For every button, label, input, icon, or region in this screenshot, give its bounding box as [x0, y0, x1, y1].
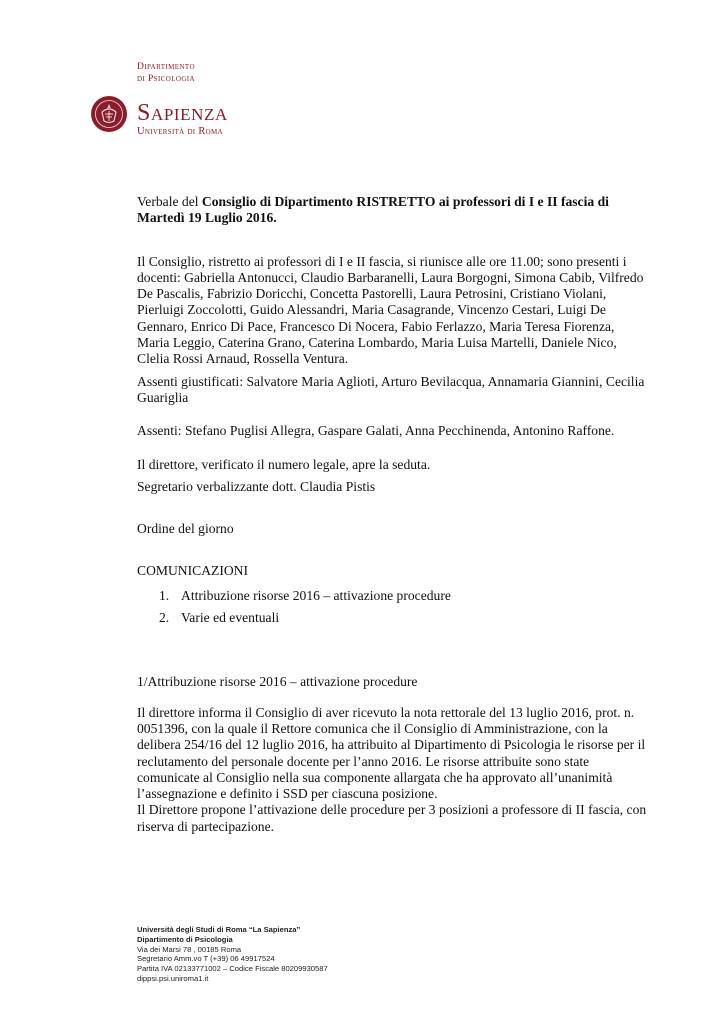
agenda-item [159, 610, 647, 626]
brand-subtitle: Università di Roma [137, 126, 223, 137]
segretario-paragraph: Segretario verbalizzante dott. Claudia Pistis [137, 478, 376, 494]
department-line-1: Dipartimento [137, 62, 195, 72]
agenda-heading: COMUNICAZIONI [137, 563, 249, 579]
letterhead-footer [137, 925, 328, 984]
footer-department: Dipartimento di Psicologia [137, 934, 233, 944]
agenda-item [159, 588, 647, 604]
sapienza-seal-icon [90, 95, 128, 138]
agenda-item-label: Varie ed eventuali [181, 610, 280, 626]
section-1-heading: 1/Attribuzione risorse 2016 – attivazione procedure [137, 674, 418, 690]
footer-tax-ids: Partita IVA 02133771002 – Codice Fiscale 80209930587 [137, 964, 328, 974]
title-bold: Consiglio di Dipartimento RISTRETTO ai professori di I e II fascia di Martedì 19 Luglio 2016. [137, 194, 609, 226]
assenti-paragraph: Assenti: Stefano Puglisi Allegra, Gaspare Galati, Anna Pecchinenda, Antonino Raffone. [137, 423, 615, 439]
minutes-body [137, 194, 647, 835]
numero-legale-paragraph: Il direttore, verificato il numero legale, apre la seduta. [137, 456, 431, 472]
agenda-list [159, 588, 647, 627]
agenda-item-label: Attribuzione risorse 2016 – attivazione procedure [181, 587, 451, 603]
agenda-item-number: 1. [159, 587, 170, 603]
brand-wordmark [137, 100, 228, 138]
footer-phone: Segretario Amm.vo T (+39) 06 49917524 [137, 954, 275, 964]
footer-website: dippsi.psi.uniroma1.it [137, 973, 209, 983]
minutes-title [137, 194, 647, 227]
title-prefix: Verbale del [137, 194, 202, 209]
ordine-del-giorno-heading: Ordine del giorno [137, 521, 234, 537]
section-1-paragraph-1: Il direttore informa il Consiglio di aver ricevuto la nota rettorale del 13 luglio 2016, prot. n. 0051396, con la quale il Rettore comunica che il Consiglio di Amministrazione, con la delibera 254/16 del 12 luglio 2016, ha attribuito al Dipartimento di Psicologia le risorse per il reclutamento del personale docente per l’anno 2016. Le risorse attribuite sono state comunicate al Consiglio nella sua componente allargata che ha approvato all’unanimità l’assegnazione e definito i SSD per ciascuna posizione. [137, 704, 646, 802]
agenda-item-number: 2. [159, 610, 170, 626]
footer-address: Via dei Marsi 78 , 00185 Roma [137, 944, 242, 954]
department-heading [137, 61, 195, 85]
section-1-paragraph-2: Il Direttore propone l’attivazione delle procedure per 3 posizioni a professore di II fascia, con riserva di partecipazione. [137, 802, 647, 834]
giustificati-paragraph: Assenti giustificati: Salvatore Maria Aglioti, Arturo Bevilacqua, Annamaria Giannini, Cecilia Guariglia [137, 373, 645, 405]
department-line-2: di Psicologia [137, 74, 195, 84]
presenti-paragraph: Il Consiglio, ristretto ai professori di I e II fascia, si riunisce alle ore 11.00; sono presenti i docenti: Gabriella Antonucci, Claudio Barbaranelli, Laura Borgogni, Simona Cabib, Vilfredo De Pascalis, Fabrizio Doricchi, Concetta Pastorelli, Laura Petrosini, Cristiano Violani, Pierluigi Zoccolotti, Guido Alessandri, Maria Casagrande, Vincenzo Cestari, Luigi De Gennaro, Enrico Di Pace, Francesco Di Nocera, Fabio Ferlazzo, Maria Teresa Fiorenza, Maria Leggio, Caterina Grano, Caterina Lombardo, Maria Luisa Martelli, Daniele Nico, Clelia Rossi Arnaud, Rossella Ventura. [137, 253, 644, 367]
footer-university: Università degli Studi di Roma “La Sapienza” [137, 925, 301, 934]
brand-name: Sapienza [137, 100, 228, 126]
